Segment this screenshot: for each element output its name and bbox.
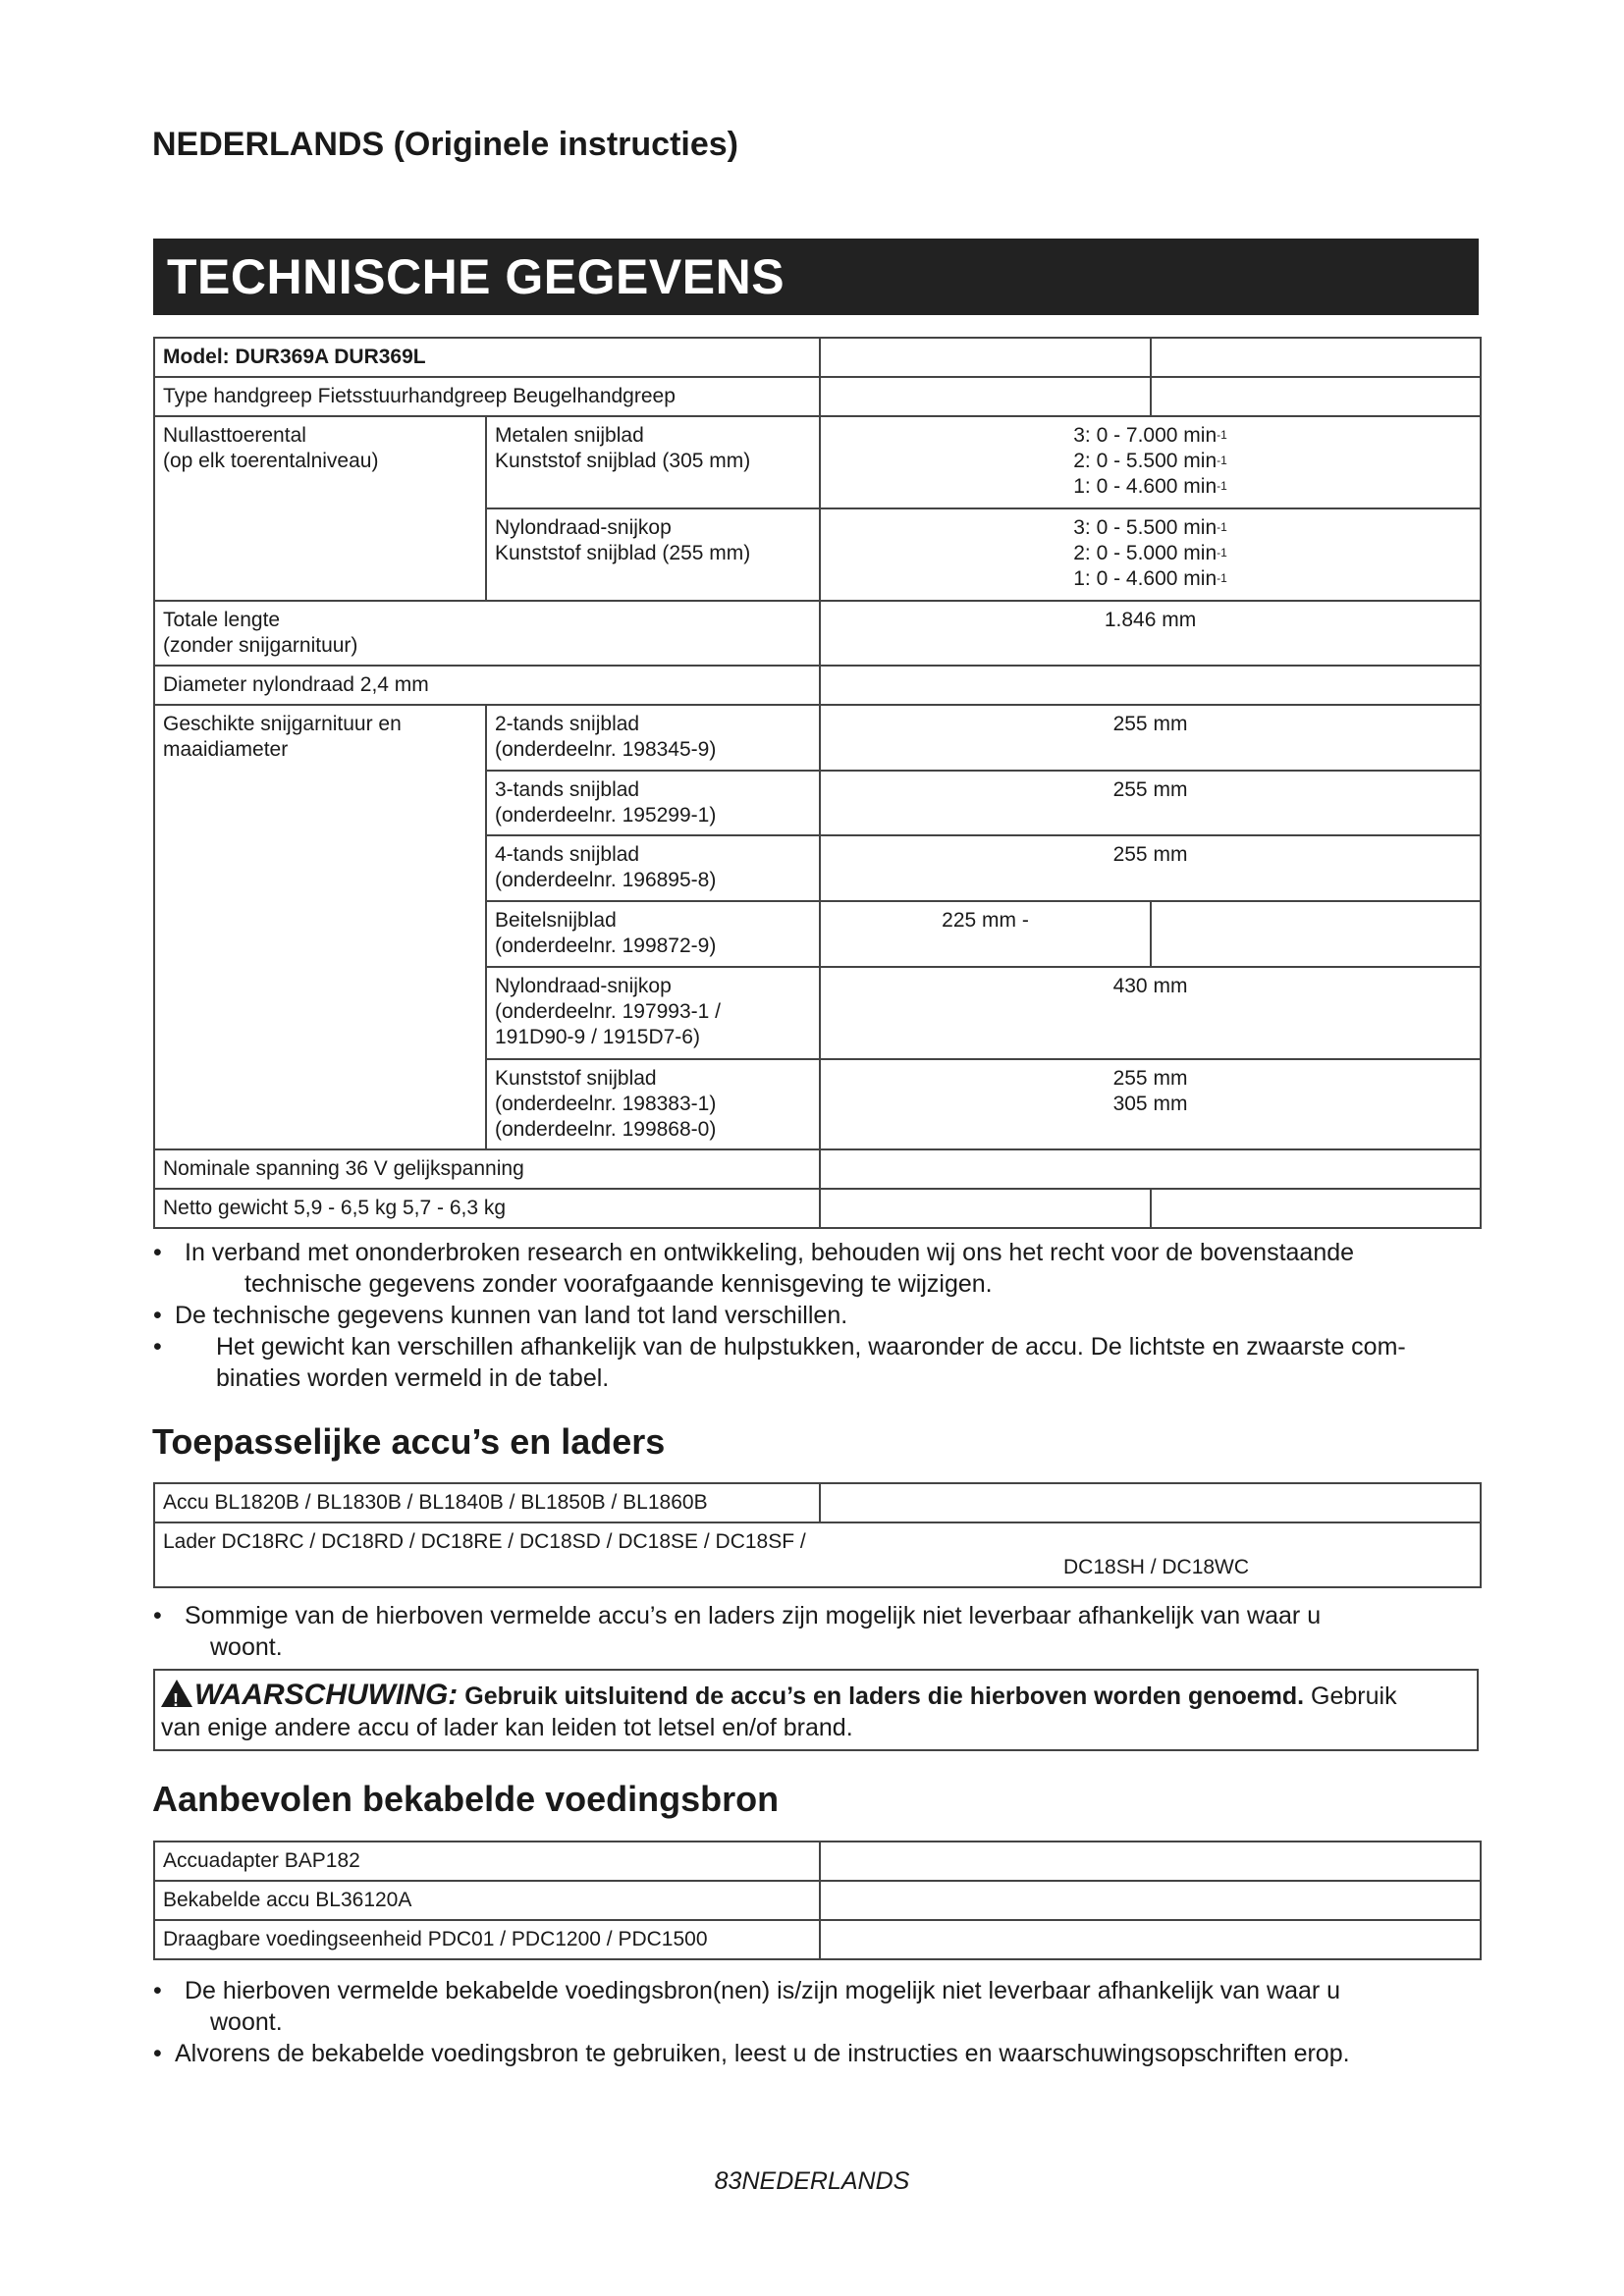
language-header: NEDERLANDS (Originele instructies) [152,126,738,163]
warning-title: WAARSCHUWING: [194,1679,459,1711]
table-row [154,377,1481,416]
attachment-name: 2-tands snijblad (onderdeelnr. 198345-9) [486,705,820,771]
power-notes [153,1975,1479,2069]
table-row: Draagbare voedingseenheid PDC01 / PDC1200 / PDC1500 [154,1920,1481,1959]
bullet-icon: • [153,1333,162,1361]
table-row [154,705,1481,771]
attachment-value: 255 mm 305 mm [820,1059,1481,1149]
table-row: Bekabelde accu BL36120A [154,1881,1481,1920]
list-item: • Het gewicht kan verschillen afhankelijk van de hulpstukken, waaronder de accu. De lichtste en zwaarste com- binaties worden vermeld in de tabel. [153,1333,1406,1392]
table-row: Accuadapter BAP182 [154,1842,1481,1881]
table-row [154,1189,1481,1228]
page-footer: 83NEDERLANDS [714,2167,910,2195]
weight-cell: Netto gewicht 5,9 - 6,5 kg 5,7 - 6,3 kg [154,1189,820,1228]
power-section-title: Aanbevolen bekabelde voedingsbron [152,1779,780,1819]
battery-cell: Accu BL1820B / BL1830B / BL1840B / BL1850B / BL1860B [154,1483,820,1522]
bullet-icon: • [153,1239,162,1266]
battery-notes [153,1600,1479,1663]
handle-type-cell: Type handgreep Fietsstuurhandgreep Beugelhandgreep [154,377,820,416]
warning-box: !WAARSCHUWING: Gebruik uitsluitend de accu’s en laders die hierboven worden genoemd. Gebruik van enige andere accu of lader kan leiden tot letsel en/of brand. [153,1669,1479,1751]
battery-section-title: Toepasselijke accu’s en laders [152,1421,666,1462]
attachment-value: 255 mm [820,705,1481,771]
model-cell: Model: DUR369A DUR369L [154,338,820,377]
attachment-name: Nylondraad-snijkop (onderdeelnr. 197993-1 / 191D90-9 / 1915D7-6) [486,967,820,1059]
bullet-icon: • [153,2040,162,2067]
attachment-name: 3-tands snijblad (onderdeelnr. 195299-1) [486,771,820,835]
blade-group-2: Nylondraad-snijkop Kunststof snijblad (255 mm) [486,508,820,601]
section-banner [153,239,1479,315]
attachment-value: 255 mm [820,835,1481,901]
bullet-icon: • [153,1977,162,2004]
total-length-value: 1.846 mm [820,601,1481,666]
attachments-label: Geschikte snijgarnituur en maaidiameter [154,705,486,1149]
list-item: • De technische gegevens kunnen van land tot land verschillen. [153,1302,848,1329]
voltage-cell: Nominale spanning 36 V gelijkspanning [154,1149,820,1189]
total-length-label: Totale lengte (zonder snijgarnituur) [154,601,820,666]
attachment-value: 225 mm - [820,901,1151,967]
list-item: • Sommige van de hierboven vermelde accu’s en laders zijn mogelijk niet leverbaar afhankelijk van waar u woont. [153,1602,1322,1661]
bullet-icon: • [153,1602,162,1629]
table-row [154,601,1481,666]
bullet-icon: • [153,1302,162,1329]
table-row [154,1149,1481,1189]
blade-group-1: Metalen snijblad Kunststof snijblad (305 mm) [486,416,820,508]
power-table [153,1841,1482,1960]
nylon-diameter-cell: Diameter nylondraad 2,4 mm [154,666,820,705]
attachment-name: Kunststof snijblad (onderdeelnr. 198383-1) (onderdeelnr. 199868-0) [486,1059,820,1149]
table-row [154,416,1481,508]
charger-cell: Lader DC18RC / DC18RD / DC18RE / DC18SD / DC18SE / DC18SF / DC18SH / DC18WC [154,1522,1481,1587]
table-row [154,1522,1481,1587]
table-row [154,666,1481,705]
warning-triangle-icon [161,1680,192,1707]
attachment-value: 430 mm [820,967,1481,1059]
spec-notes [153,1237,1479,1394]
table-row [154,1483,1481,1522]
section-title: TECHNISCHE GEGEVENS [167,249,785,304]
battery-table [153,1482,1482,1588]
attachment-value: 255 mm [820,771,1481,835]
speed-values-1: 3: 0 - 7.000 $\min^{-1}$ 2: 0 - 5.500 $\min^{-1}$ 1: 0 - 4.600 $\min^{-1}$ [820,416,1481,508]
table-row [154,338,1481,377]
noload-speed-label: Nullasttoerental (op elk toerentalniveau) [154,416,486,601]
attachment-name: 4-tands snijblad (onderdeelnr. 196895-8) [486,835,820,901]
list-item: • Alvorens de bekabelde voedingsbron te gebruiken, leest u de instructies en waarschuwingsopschriften erop. [153,2040,1350,2067]
specifications-table [153,337,1482,1229]
attachment-name: Beitelsnijblad (onderdeelnr. 199872-9) [486,901,820,967]
list-item: • In verband met ononderbroken research en ontwikkeling, behouden wij ons het recht voor de bovenstaande technische gegevens zonder voorafgaande kennisgeving te wijzigen. [153,1239,1355,1298]
list-item: • De hierboven vermelde bekabelde voedingsbron(nen) is/zijn mogelijk niet leverbaar afhankelijk van waar u woont. [153,1977,1341,2036]
speed-values-2: 3: 0 - 5.500 $\min^{-1}$ 2: 0 - 5.000 $\min^{-1}$ 1: 0 - 4.600 $\min^{-1}$ [820,508,1481,601]
